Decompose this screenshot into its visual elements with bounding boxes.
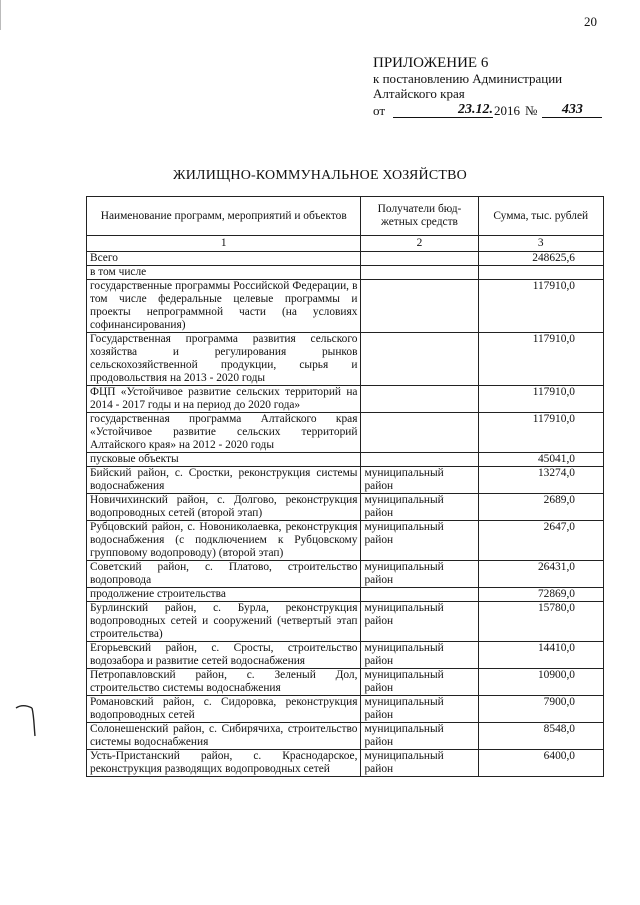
row-recipient <box>361 413 478 453</box>
row-recipient: муниципальный район <box>361 602 478 642</box>
row-name: Новичихинский район, с. Долгово, реконструкция водопроводных сетей (второй этап) <box>87 494 361 521</box>
row-recipient: муниципальный район <box>361 494 478 521</box>
row-name: в том числе <box>87 266 361 280</box>
decree-date: 23.12. <box>393 102 493 118</box>
row-name: Петропавловский район, с. Зеленый Дол, строительство системы водоснабжения <box>87 669 361 696</box>
table-row <box>87 696 604 723</box>
row-name: Солонешенский район, с. Сибирячиха, строительство системы водоснабжения <box>87 723 361 750</box>
table-row <box>87 750 604 777</box>
row-amount: 72869,0 <box>478 588 604 602</box>
row-name: Бурлинский район, с. Бурла, реконструкция водопроводных сетей и сооружений (четвертый этап строительства) <box>87 602 361 642</box>
decree-number: 433 <box>542 102 602 118</box>
row-amount: 117910,0 <box>478 413 604 453</box>
row-name: государственная программа Алтайского края «Устойчивое развитие сельских территорий Алтайского края» на 2012 - 2020 годы <box>87 413 361 453</box>
row-name: пусковые объекты <box>87 453 361 467</box>
appendix-line-1: к постановлению Администрации <box>373 71 563 86</box>
row-name: Егорьевский район, с. Сросты, строительство водозабора и развитие сетей водоснабжения <box>87 642 361 669</box>
row-amount: 117910,0 <box>478 280 604 333</box>
row-amount: 117910,0 <box>478 333 604 386</box>
row-amount: 2689,0 <box>478 494 604 521</box>
table-row <box>87 453 604 467</box>
table-row <box>87 386 604 413</box>
row-amount: 14410,0 <box>478 642 604 669</box>
row-amount: 7900,0 <box>478 696 604 723</box>
row-recipient <box>361 333 478 386</box>
row-name: государственные программы Российской Федерации, в том числе федеральные целевые программы и проекты непрограммной части (на условиях софинансирования) <box>87 280 361 333</box>
row-name: продолжение строительства <box>87 588 361 602</box>
appendix-title: ПРИЛОЖЕНИЕ 6 <box>373 55 489 71</box>
table-row <box>87 467 604 494</box>
appendix-line-2: Алтайского края <box>373 86 465 101</box>
decree-line <box>373 102 602 118</box>
row-amount: 45041,0 <box>478 453 604 467</box>
row-recipient <box>361 588 478 602</box>
row-name: Советский район, с. Платово, строительство водопровода <box>87 561 361 588</box>
from-label: от <box>373 103 386 118</box>
row-recipient <box>361 386 478 413</box>
table-body <box>87 252 604 777</box>
row-amount: 2647,0 <box>478 521 604 561</box>
table-row <box>87 494 604 521</box>
budget-table <box>86 196 604 777</box>
row-amount: 248625,6 <box>478 252 604 266</box>
table-row <box>87 266 604 280</box>
row-recipient: муниципальный район <box>361 750 478 777</box>
row-amount: 15780,0 <box>478 602 604 642</box>
row-amount <box>478 266 604 280</box>
table-row <box>87 602 604 642</box>
number-label: № <box>525 103 538 118</box>
row-name: Всего <box>87 252 361 266</box>
table-row <box>87 561 604 588</box>
row-name: Усть-Пристанский район, с. Краснодарское, реконструкция разводящих водопроводных сетей <box>87 750 361 777</box>
decree-year: 2016 <box>494 103 521 118</box>
row-recipient: муниципальный район <box>361 642 478 669</box>
row-name: Государственная программа развития сельского хозяйства и регулирования рынков сельскохозяйственной продукции, сырья и продовольствия на 2013 - 2020 годы <box>87 333 361 386</box>
header-recipient: Получатели бюд-жетных средств <box>361 197 478 236</box>
row-name: Романовский район, с. Сидоровка, реконструкция водопроводных сетей <box>87 696 361 723</box>
header-name: Наименование программ, мероприятий и объектов <box>87 197 361 236</box>
row-amount: 8548,0 <box>478 723 604 750</box>
column-number-1: 1 <box>87 236 361 252</box>
section-heading: ЖИЛИЩНО-КОММУНАЛЬНОЕ ХОЗЯЙСТВО <box>173 168 467 183</box>
table-row <box>87 333 604 386</box>
table-row <box>87 521 604 561</box>
table-row <box>87 413 604 453</box>
table-header-row <box>87 197 604 236</box>
row-recipient <box>361 266 478 280</box>
table-row <box>87 252 604 266</box>
row-recipient: муниципальный район <box>361 561 478 588</box>
row-amount: 26431,0 <box>478 561 604 588</box>
row-recipient: муниципальный район <box>361 669 478 696</box>
table-row <box>87 642 604 669</box>
table-row <box>87 588 604 602</box>
column-number-row <box>87 236 604 252</box>
column-number-2: 2 <box>361 236 478 252</box>
row-amount: 13274,0 <box>478 467 604 494</box>
row-recipient <box>361 280 478 333</box>
row-name: Рубцовский район, с. Новониколаевка, реконструкция водоснабжения (с подключением к Рубцовскому групповому водопроводу) (второй этап) <box>87 521 361 561</box>
table-row <box>87 723 604 750</box>
header-amount: Сумма, тыс. рублей <box>478 197 604 236</box>
table-row <box>87 280 604 333</box>
table-row <box>87 669 604 696</box>
row-amount: 6400,0 <box>478 750 604 777</box>
appendix-block <box>373 56 602 118</box>
row-recipient: муниципальный район <box>361 467 478 494</box>
row-recipient <box>361 252 478 266</box>
row-name: Бийский район, с. Сростки, реконструкция системы водоснабжения <box>87 467 361 494</box>
row-recipient <box>361 453 478 467</box>
row-recipient: муниципальный район <box>361 723 478 750</box>
page-edge-mark <box>0 0 1 30</box>
handwritten-mark <box>12 700 42 740</box>
page-number: 20 <box>584 14 597 29</box>
column-number-3: 3 <box>478 236 604 252</box>
row-amount: 10900,0 <box>478 669 604 696</box>
row-recipient: муниципальный район <box>361 521 478 561</box>
row-recipient: муниципальный район <box>361 696 478 723</box>
row-name: ФЦП «Устойчивое развитие сельских территорий на 2014 - 2017 годы и на период до 2020 года» <box>87 386 361 413</box>
row-amount: 117910,0 <box>478 386 604 413</box>
